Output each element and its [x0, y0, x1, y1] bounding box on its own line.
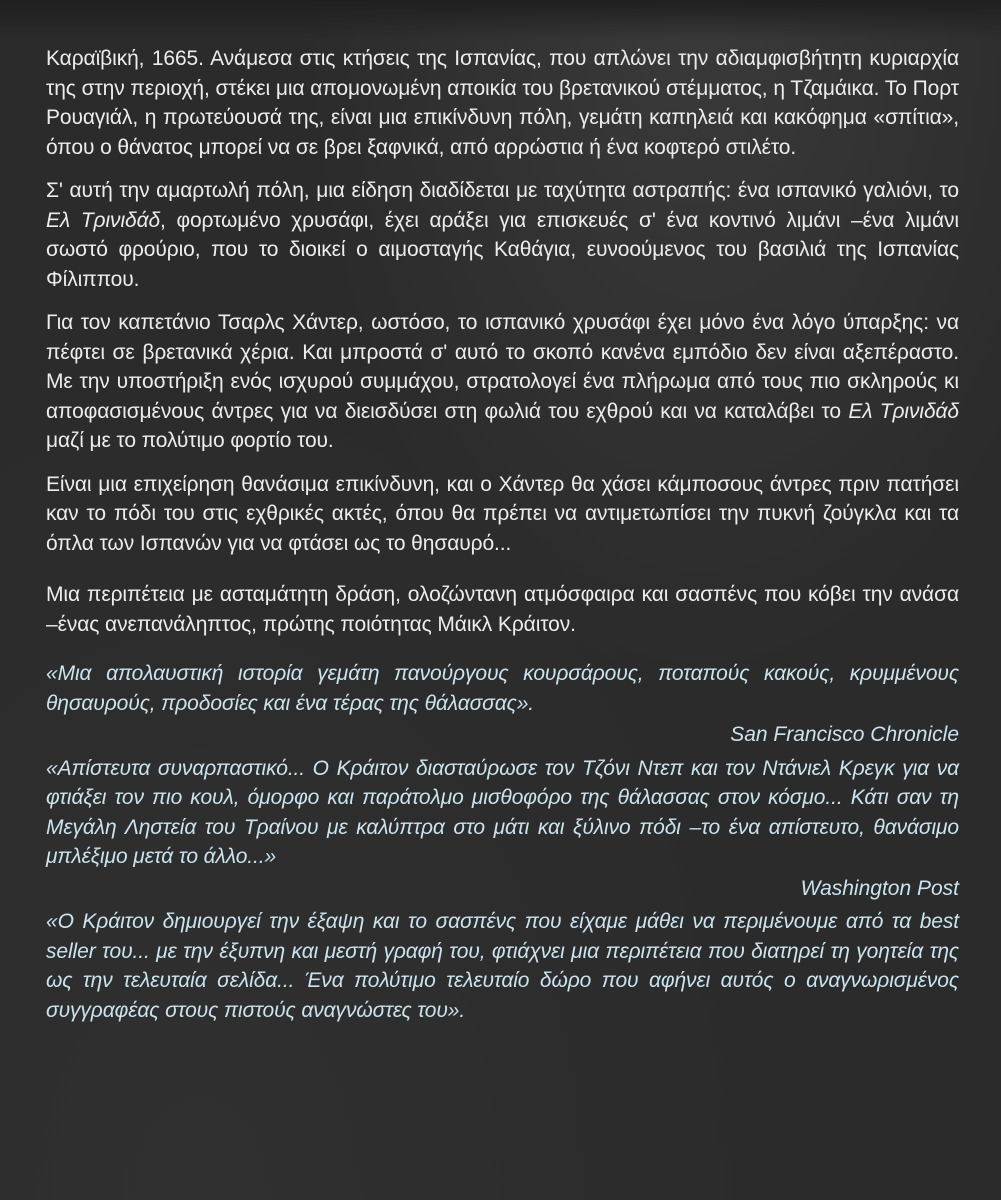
paragraph-galleon — [46, 176, 959, 294]
paragraph-intro: Καραϊβική, 1665. Ανάμεσα στις κτήσεις της Ισπανίας, που απλώνει την αδιαμφισβήτητη κυριαρχία της στην περιοχή, στέκει μια απομονωμένη αποικία του βρετανικού στέμματος, η Τζαμάικα. Το Πορτ Ρουαγιάλ, η πρωτεύουσά της, είναι μια επικίνδυνη πόλη, γεμάτη καπηλειά και κακόφημα «σπίτια», όπου ο θάνατος μπορεί να σε βρει ξαφνικά, από αρρώστια ή ένα κοφτερό στιλέτο. — [46, 47, 959, 159]
paragraph-hunter-start: Για τον καπετάνιο Τσαρλς Χάντερ, ωστόσο, το ισπανικό χρυσάφι έχει μόνο ένα λόγο ύπαρξης: να πέφτει σε βρετανικά χέρια. Και μπροστά σ' αυτό το σκοπό κανένα εμπόδιο δεν είναι αξεπέραστο. Με την υποστήριξη ενός ισχυρού συμμάχου, στρατολογεί ένα πλήρωμα από τους πιο σκληρούς κι αποφασισμένους άντρες για να διεισδύσει στη φωλιά του εχθρού και να καταλάβει το — [46, 311, 959, 423]
paragraph-hunter-end: μαζί με το πολύτιμο φορτίο του. — [46, 429, 334, 452]
paragraph-galleon-end: , φορτωμένο χρυσάφι, έχει αράξει για επισκευές σ' ένα κοντινό λιμάνι –ένα λιμάνι σωστό φρούριο, που το διοικεί ο αιμοσταγής Καθάγια, ευνοούμενος του βασιλιά της Ισπανίας Φίλιππου. — [46, 208, 959, 291]
review-source-1: San Francisco Chronicle — [730, 723, 959, 746]
review-source-2: Washington Post — [800, 876, 959, 900]
paragraph-hunter — [46, 308, 959, 456]
paragraph-summary: Μια περιπέτεια με ασταμάτητη δράση, ολοζώντανη ατμόσφαιρα και σασπένς που κόβει την ανάσα –ένας ανεπανάληπτος, πρώτης ποιότητας Μάικλ Κράιτον. — [46, 583, 959, 636]
paragraph-galleon-start: Σ' αυτή την αμαρτωλή πόλη, μια είδηση διαδίδεται με ταχύτητα αστραπής: ένα ισπανικό γαλιόνι, το — [46, 179, 959, 202]
top-edge-shadow — [0, 0, 1001, 40]
blurb-text — [46, 44, 959, 1025]
review-quote-2: «Απίστευτα συναρπαστικό... Ο Κράιτον διασταύρωσε τον Τζόνι Ντεπ και τον Ντάνιελ Κρεγκ για να φτιάξει τον πιο κουλ, όμορφο και παράτολμο μισθοφόρο της θάλασσας στον κόσμο... Κάτι σαν τη Μεγάλη Ληστεία του Τραίνου με καλύπτρα στο μάτι και ξύλινο πόδι –το ένα απίστευτο, θανάσιμο μπλέξιμο μετά το άλλο...» — [46, 756, 959, 868]
review-quote-1: «Μια απολαυστική ιστορία γεμάτη πανούργους κουρσάρους, ποταπούς κακούς, κρυμμένους θησαυρούς, προδοσίες και ένα τέρας της θάλασσας». — [46, 662, 959, 715]
paragraph-mission: Είναι μια επιχείρηση θανάσιμα επικίνδυνη, και ο Χάντερ θα χάσει κάμποσους άντρες πριν πατήσει καν το πόδι του στις εχθρικές ακτές, όπου θα πρέπει να αντιμετωπίσει την πυκνή ζούγκλα και τα όπλα των Ισπανών για να φτάσει ως το θησαυρό... — [46, 472, 959, 555]
ship-name: Ελ Τρινιδάδ — [46, 208, 161, 232]
ship-name-2: Ελ Τρινιδάδ — [848, 399, 959, 423]
review-quote-3: «Ο Κράιτον δημιουργεί την έξαψη και το σασπένς που είχαμε μάθει να περιμένουμε από τα best seller του... με την έξυπνη και μεστή γραφή του, φτιάχνει μια περιπέτεια που διατηρεί τη γοητεία της ως την τελευταία σελίδα... Ένα πολύτιμο τελευταίο δώρο που αφήνει αυτός ο αναγνωρισμένος συγγραφέας στους πιστούς αναγνώστες του». — [46, 910, 959, 1022]
